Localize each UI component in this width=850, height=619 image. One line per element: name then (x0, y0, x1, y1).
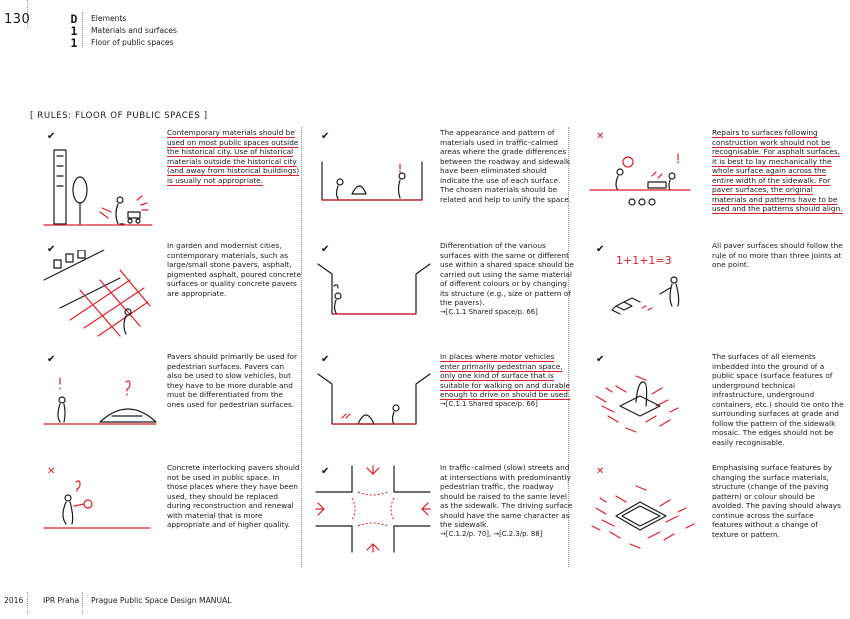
embedded-element-illustration (586, 366, 706, 441)
check-icon: ✔ (47, 354, 56, 365)
rule-text: Repairs to surfaces following construction work should not be recognisable. For asphalt surfaces, it is best to lay mechanically the whole surface again across the entire width of the sidewalk. For paver surfaces, the original materials and patterns have to be used and the patterns should align. (712, 128, 843, 213)
section-title: [ RULES: FLOOR OF PUBLIC SPACES ] (30, 111, 208, 121)
rule-text: All paver surfaces should follow the rule of no more than three joints at one point. (712, 241, 843, 269)
rule-text: In garden and modernist cities, contemporary materials, such as large/small stone pavers, asphalt, pigmented asphalt, poured concrete surfaces or quality concrete pavers are appropriate. (167, 241, 301, 298)
cross-icon: ✕ (47, 466, 56, 477)
cross-reference: →[C.1.1 Shared space/p. 66] (440, 307, 538, 316)
footer-year: 2016 (4, 596, 24, 605)
crumb-floor: Floor of public spaces (91, 38, 174, 47)
rule-text: Pavers should primarily be used for pedestrian surfaces. Pavers can also be used to slow vehicles, but they have to be more durable and must be differentiated from the ones used for pedestrian surfaces. (167, 352, 298, 409)
check-icon: ✔ (321, 354, 330, 365)
rule-text: In traffic–calmed (slow) streets and at intersections with predominantly pedestrian traffic, the roadway should be raised to the same level as the sidewalk. The driving surface should have the same character as the sidewalk. →[C.1.2/p. 70], →[C.2.3/p. 88] (440, 463, 573, 538)
rule-text: Contemporary materials should be used on most public spaces outside the historical city. Use of historical materials outside the historical city (and away from historical buildings) is usually not appropriate. (167, 128, 300, 185)
shared-space-illustration (312, 258, 434, 328)
rule-text: Emphasising surface features by changing the surface materials, structure (change of the paving pattern) or colour should be avoided. The paving should always continue across the surface features without a change of texture or pattern. (712, 463, 841, 539)
cross-reference: →[C.1.2/p. 70], →[C.2.3/p. 88] (440, 529, 543, 538)
paver-joints-illustration (586, 250, 706, 330)
garden-city-illustration (40, 250, 160, 340)
check-icon: ✔ (321, 244, 330, 255)
check-icon: ✔ (47, 244, 56, 255)
traffic-calmed-illustration (312, 142, 434, 212)
cross-reference: →[C.1.1 Shared space/p. 66] (440, 399, 538, 408)
section-code-letter: D (70, 12, 78, 26)
joints-label: 1+1+1=3 (616, 254, 672, 267)
motor-vehicle-entry-illustration (312, 368, 434, 438)
pavers-illustration (40, 370, 160, 430)
rule-text: In places where motor vehicles enter primarily pedestrian space, only one kind of surface that is suitable for walking on and durable enough to drive on should be used. →[C.1.1 Shared space/p. 66] (440, 352, 574, 409)
surface-repair-illustration (586, 150, 706, 220)
rule-text: The surfaces of all elements imbedded into the ground of a public space (surface features of underground technical infrastructure, underground containers, etc.) should tie onto the surrounding surfaces at grade and follow the pattern of the sidewalk mosaic. The edges should not be easily recognisable. (712, 352, 844, 447)
footer-manual-title: Prague Public Space Design MANUAL (91, 596, 232, 605)
subsection-code-number: 1 (70, 36, 78, 50)
rule-text: Concrete interlocking pavers should not be used in public space. In those places where they have been used, they should be replaced during reconstruction and renewal with material that is more appropriate and of higher quality. (167, 463, 300, 529)
crumb-elements: Elements (91, 14, 127, 23)
check-icon: ✔ (596, 354, 605, 365)
rule-text: Differentiation of the various surfaces with the same or different use within a shared space should be carried out using the same material of different colours or by changing its structure (e.g., size or pattern of the pavers). →[C.1.1 Shared space/p. 66] (440, 241, 574, 316)
page-number: 130 (4, 12, 31, 27)
footer-org: IPR Praha (43, 596, 80, 605)
check-icon: ✔ (596, 244, 605, 255)
cross-icon: ✕ (596, 466, 605, 477)
crumb-materials: Materials and surfaces (91, 26, 177, 35)
interlocking-pavers-illustration (40, 476, 160, 536)
check-icon: ✔ (321, 466, 330, 477)
check-icon: ✔ (321, 131, 330, 142)
emphasised-feature-illustration (586, 478, 706, 553)
section-code-number: 1 (70, 24, 78, 38)
contemporary-city-illustration (40, 142, 160, 232)
rule-text: The appearance and pattern of materials used in traffic–calmed areas where the grade differences between the roadway and sidewalk have been eliminated should indicate the use of each surface. The chosen materials should be related and help to unify the space. (440, 128, 572, 204)
cross-icon: ✕ (596, 131, 605, 142)
check-icon: ✔ (47, 131, 56, 142)
raised-intersection-illustration (312, 462, 434, 557)
